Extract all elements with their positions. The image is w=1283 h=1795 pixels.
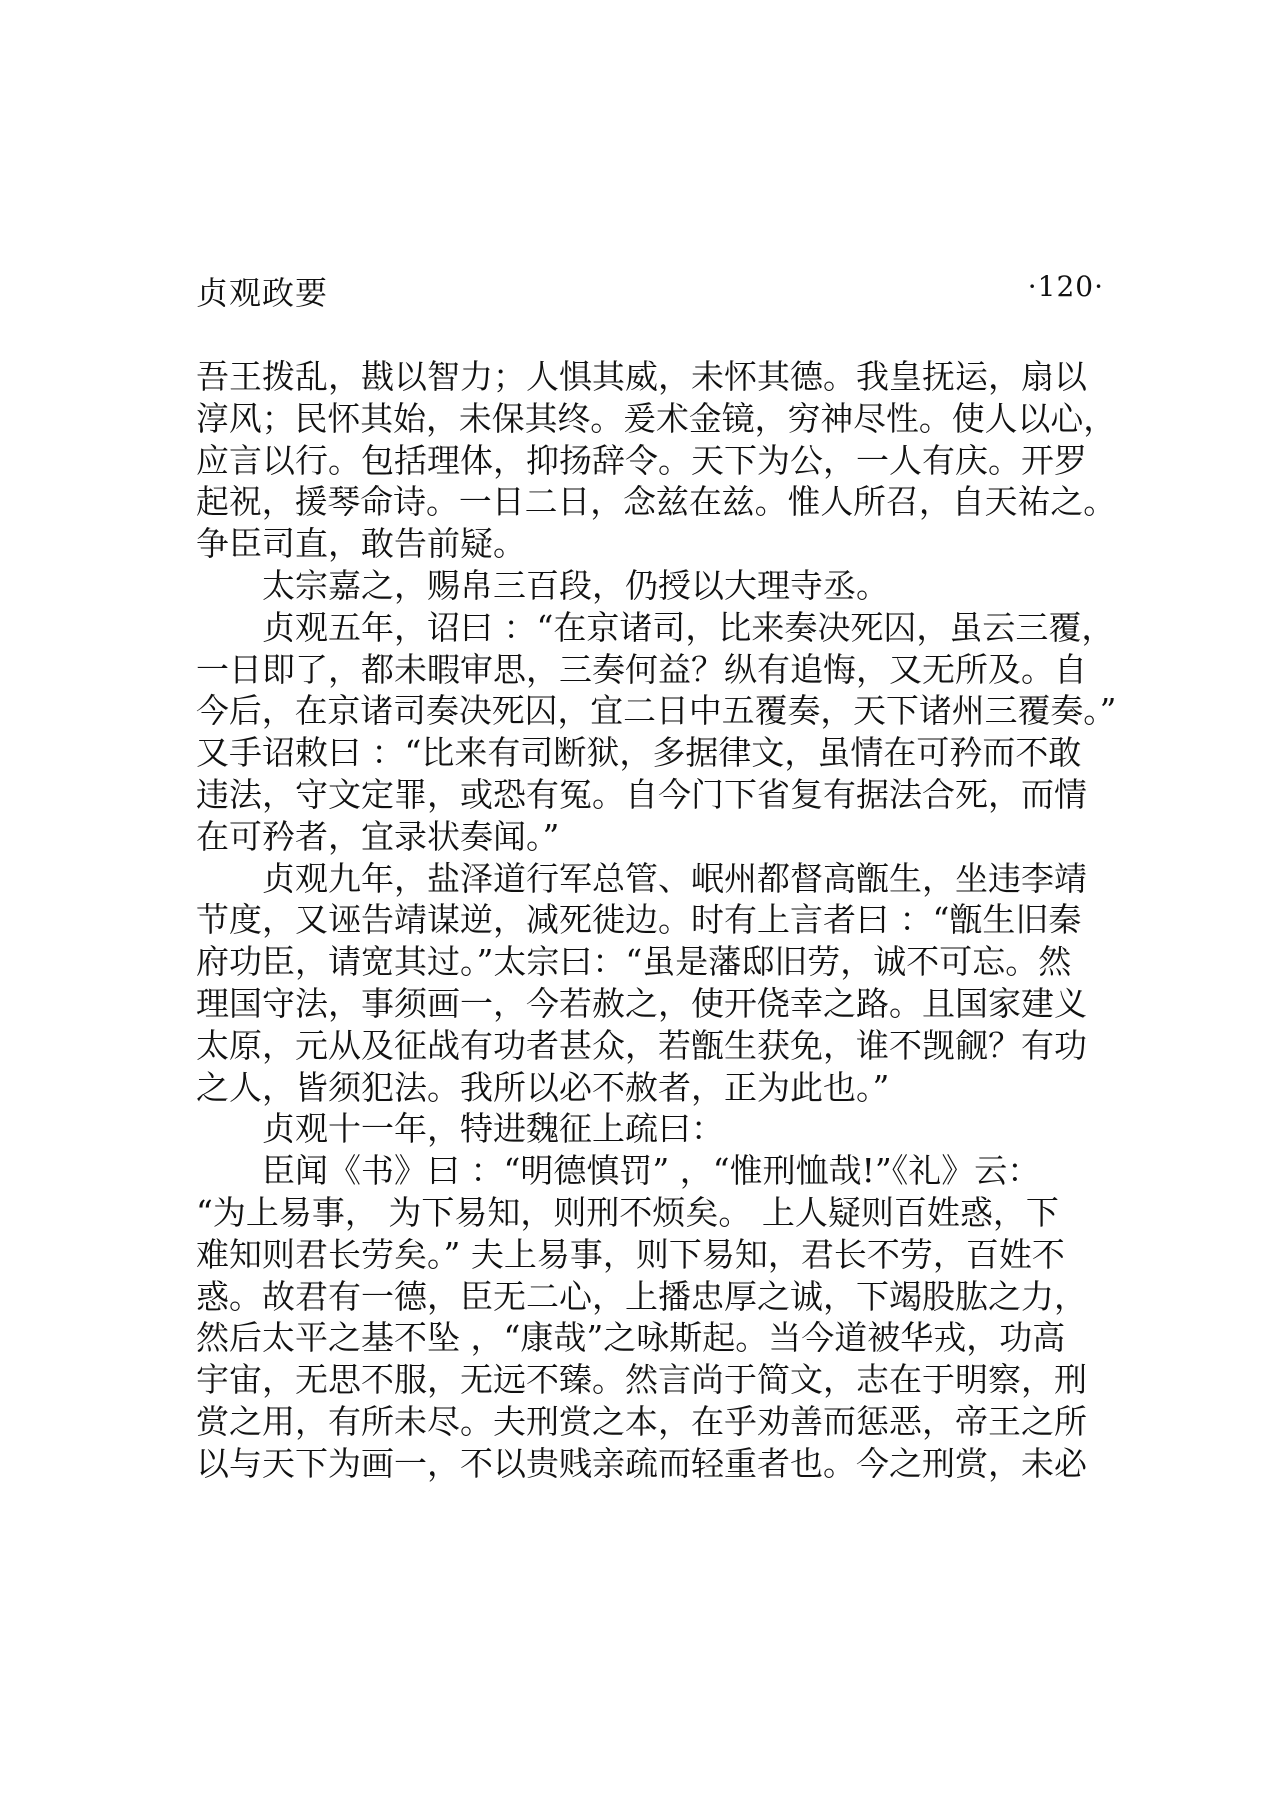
page-number: ·120· [1027, 270, 1104, 303]
body-text [196, 356, 1116, 1485]
text-line: 节度，又诬告靖谋逆，减死徙边。时有上言者曰 ：“甑生旧秦 [196, 900, 1082, 940]
text-line: 淳风；民怀其始，未保其终。爰术金镜，穷神尽性。使人以心， [196, 398, 1117, 438]
book-title: 贞观政要 [196, 274, 329, 312]
text-line: 府功臣，请宽其过。”太宗曰：“虽是藩邸旧劳，诚不可忘。然 [196, 942, 1072, 982]
text-line: 今后，在京诸司奏决死囚，宜二日中五覆奏，天下诸州三覆奏。” [196, 691, 1117, 731]
text-line: 赏之用，有所未尽。夫刑赏之本，在乎劝善而惩恶，帝王之所 [196, 1401, 1087, 1441]
text-line: 然后太平之基不坠 ，“康哉”之咏斯起。当今道被华戎，功高 [196, 1318, 1066, 1358]
text-line: 又手诏敕曰 ：“比来有司断狱，多据律文，虽情在可矜而不敢 [196, 733, 1082, 773]
text-line: 之人，皆须犯法。我所以必不赦者，正为此也。” [196, 1067, 890, 1107]
paragraph-first-line: 臣闻《书》曰 ：“明德慎罚” ，“惟刑恤哉!”《礼》云： [262, 1151, 1041, 1191]
paragraph-first-line: 太宗嘉之，赐帛三百段，仍授以大理寺丞。 [262, 565, 889, 605]
text-line: 争臣司直，敢告前疑。 [196, 524, 526, 564]
text-line: “为上易事， 为下易知，则刑不烦矣。 上人疑则百姓惑，下 [196, 1192, 1059, 1232]
text-line: 吾王拨乱，戡以智力；人惧其威，未怀其德。我皇抚运，扇以 [196, 357, 1087, 396]
text-line: 理国守法，事须画一，今若赦之，使开侥幸之路。且国家建义 [196, 983, 1087, 1023]
text-line: 应言以行。包括理体，抑扬辞令。天下为公，一人有庆。开罗 [196, 440, 1087, 480]
text-line: 太原，元从及征战有功者甚众，若甑生获免，谁不觊觎？有功 [196, 1025, 1087, 1065]
text-line: 一日即了，都未暇审思，三奏何益？纵有追悔，又无所及。自 [196, 649, 1087, 689]
paragraph-first-line: 贞观五年，诏曰 ：“在京诸司，比来奏决死囚，虽云三覆， [262, 607, 1115, 647]
paragraph-first-line: 贞观九年，盐泽道行军总管、岷州都督高甑生，坐违李靖 [262, 858, 1087, 898]
text-line: 违法，守文定罪，或恐有冤。自今门下省复有据法合死，而情 [196, 774, 1087, 814]
text-line: 难知则君长劳矣。” 夫上易事，则下易知，君长不劳，百姓不 [196, 1234, 1065, 1274]
text-line: 在可矜者，宜录状奏闻。” [196, 816, 560, 856]
running-head [196, 268, 1104, 312]
text-line: 以与天下为画一，不以贵贱亲疏而轻重者也。今之刑赏，未必 [196, 1443, 1087, 1483]
paragraph-first-line: 贞观十一年，特进魏征上疏曰： [262, 1109, 724, 1149]
text-line: 惑。故君有一德，臣无二心，上播忠厚之诚，下竭股肱之力， [196, 1276, 1087, 1316]
text-line: 宇宙，无思不服，无远不臻。然言尚于简文，志在于明察，刑 [196, 1360, 1087, 1400]
text-line: 起祝，援琴命诗。一日二日，念兹在兹。惟人所召，自天祐之。 [196, 482, 1117, 522]
